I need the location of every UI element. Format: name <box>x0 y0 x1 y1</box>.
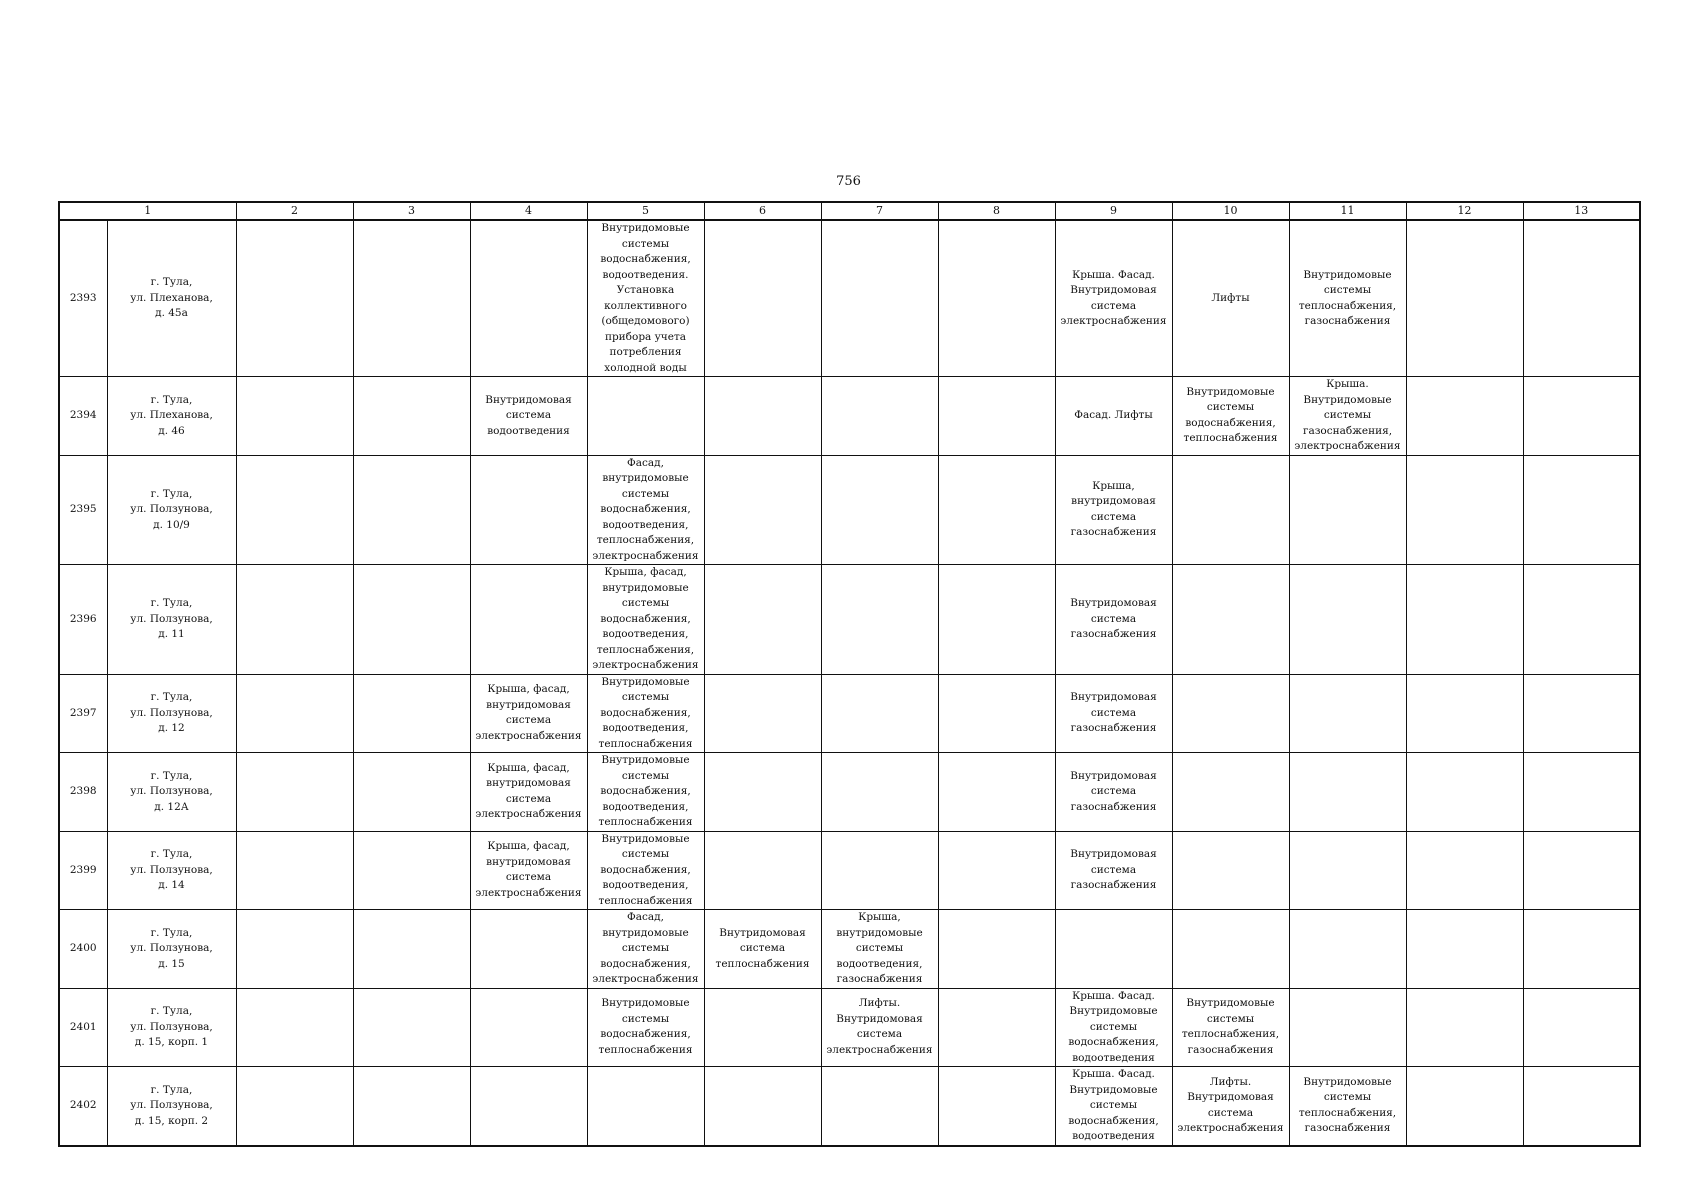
row-number-text: 2395 <box>69 503 97 515</box>
cell-col-11 <box>1289 674 1406 753</box>
cell-col-13 <box>1523 674 1640 753</box>
cell-col-4 <box>470 831 587 910</box>
cell-col-4 <box>470 910 587 989</box>
address-cell <box>107 455 236 565</box>
cell-col-13 <box>1523 910 1640 989</box>
cell-col-11 <box>1289 988 1406 1067</box>
cell-col-8 <box>938 831 1055 910</box>
cell-col-9-text: Внутридомовая система газоснабжения <box>1070 848 1157 891</box>
cell-col-13 <box>1523 988 1640 1067</box>
cell-col-7 <box>821 1067 938 1146</box>
cell-col-2 <box>236 377 353 456</box>
cell-col-5 <box>587 910 704 989</box>
cell-col-8 <box>938 565 1055 675</box>
cell-col-12 <box>1406 455 1523 565</box>
row-number-text: 2398 <box>69 785 97 797</box>
column-header: 10 <box>1172 202 1289 220</box>
cell-col-7 <box>821 674 938 753</box>
cell-col-11-text: Внутридомовые системы теплоснабжения, газоснабжения <box>1298 1075 1397 1135</box>
cell-col-7 <box>821 988 938 1067</box>
cell-col-2 <box>236 1067 353 1146</box>
cell-col-9-text: Внутридомовая система газоснабжения <box>1070 597 1157 640</box>
row-number-text: 2399 <box>69 863 97 876</box>
cell-col-10 <box>1172 674 1289 753</box>
cell-col-9-text: Внутридомовая система газоснабжения <box>1070 769 1157 813</box>
cell-col-2 <box>236 831 353 910</box>
cell-col-8 <box>938 674 1055 753</box>
cell-col-12 <box>1406 753 1523 832</box>
cell-col-4 <box>470 455 587 565</box>
cell-col-10 <box>1172 455 1289 565</box>
cell-col-4 <box>470 753 587 832</box>
cell-col-5 <box>587 674 704 753</box>
cell-col-9-text: Фасад. Лифты <box>1074 409 1153 421</box>
row-number <box>59 220 107 377</box>
cell-col-5 <box>587 455 704 565</box>
column-header: 5 <box>587 202 704 220</box>
row-number <box>59 565 107 675</box>
cell-col-4 <box>470 565 587 675</box>
cell-col-9 <box>1055 455 1172 565</box>
cell-col-9-text: Крыша. Фасад. Внутридомовые системы водоснабжения, водоотведения <box>1068 1068 1159 1142</box>
cell-col-7 <box>821 565 938 675</box>
cell-col-11 <box>1289 910 1406 989</box>
cell-col-9-text: Крыша, внутридомовая система газоснабжения <box>1070 479 1157 539</box>
cell-col-8 <box>938 988 1055 1067</box>
cell-col-5-text: Крыша, фасад, внутридомовые системы водоснабжения, водоотведения, теплоснабжения, электроснабжения <box>592 566 699 671</box>
address-cell <box>107 1067 236 1146</box>
cell-col-7-text: Лифты. Внутридомовая система электроснабжения <box>826 997 933 1056</box>
cell-col-3 <box>353 220 470 377</box>
cell-col-6-text: Внутридомовая система теплоснабжения <box>715 926 810 970</box>
cell-col-10-text: Внутридомовые системы водоснабжения, теплоснабжения <box>1183 385 1278 445</box>
table-row <box>59 831 1640 910</box>
cell-col-11-text: Внутридомовые системы теплоснабжения, газоснабжения <box>1298 268 1397 327</box>
cell-col-3 <box>353 674 470 753</box>
cell-col-12 <box>1406 1067 1523 1146</box>
column-header: 4 <box>470 202 587 220</box>
cell-col-7 <box>821 377 938 456</box>
cell-col-13 <box>1523 831 1640 910</box>
cell-col-5-text: Внутридомовые системы водоснабжения, водоотведения, теплоснабжения <box>598 675 693 750</box>
row-number <box>59 1067 107 1146</box>
cell-col-10 <box>1172 753 1289 832</box>
column-header: 7 <box>821 202 938 220</box>
cell-col-7 <box>821 910 938 989</box>
column-header: 9 <box>1055 202 1172 220</box>
cell-col-5 <box>587 831 704 910</box>
address-cell-text: г. Тула, ул. Ползунова, д. 15 <box>130 926 213 970</box>
address-cell <box>107 674 236 753</box>
cell-col-9 <box>1055 565 1172 675</box>
cell-col-12 <box>1406 910 1523 989</box>
cell-col-10 <box>1172 565 1289 675</box>
cell-col-5-text: Внутридомовые системы водоснабжения, водоотведения, теплоснабжения <box>598 754 693 828</box>
cell-col-6 <box>704 1067 821 1146</box>
cell-col-9 <box>1055 753 1172 832</box>
cell-col-10 <box>1172 910 1289 989</box>
cell-col-4 <box>470 988 587 1067</box>
address-cell-text: г. Тула, ул. Плеханова, д. 45а <box>130 276 213 320</box>
cell-col-10-text: Лифты. Внутридомовая система электроснабжения <box>1177 1075 1284 1135</box>
cell-col-11-text: Крыша. Внутридомовые системы газоснабжения, электроснабжения <box>1294 378 1401 452</box>
row-number-text: 2400 <box>69 942 97 954</box>
address-cell-text: г. Тула, ул. Ползунова, д. 11 <box>130 597 213 640</box>
cell-col-2 <box>236 988 353 1067</box>
column-header: 3 <box>353 202 470 220</box>
row-number <box>59 831 107 910</box>
table-body <box>59 220 1640 1146</box>
column-header: 8 <box>938 202 1055 220</box>
row-number-text: 2401 <box>69 1020 97 1033</box>
cell-col-5-text: Внутридомовые системы водоснабжения, водоотведения, теплоснабжения <box>598 832 693 907</box>
cell-col-5-text: Внутридомовые системы водоснабжения, теплоснабжения <box>598 997 693 1056</box>
table-row <box>59 220 1640 377</box>
cell-col-4-text: Внутридомовая система водоотведения <box>485 393 572 437</box>
cell-col-2 <box>236 565 353 675</box>
address-cell <box>107 565 236 675</box>
cell-col-8 <box>938 455 1055 565</box>
row-number-text: 2396 <box>69 612 97 625</box>
cell-col-12 <box>1406 831 1523 910</box>
column-header: 1 <box>59 202 236 220</box>
cell-col-4-text: Крыша, фасад, внутридомовая система электроснабжения <box>475 840 582 899</box>
address-cell <box>107 831 236 910</box>
row-number-text: 2394 <box>69 409 97 421</box>
cell-col-3 <box>353 988 470 1067</box>
cell-col-5 <box>587 220 704 377</box>
address-cell <box>107 753 236 832</box>
cell-col-11 <box>1289 831 1406 910</box>
row-number <box>59 988 107 1067</box>
table-row <box>59 565 1640 675</box>
cell-col-6 <box>704 831 821 910</box>
cell-col-6 <box>704 377 821 456</box>
address-cell-text: г. Тула, ул. Плеханова, д. 46 <box>130 393 213 437</box>
cell-col-8 <box>938 377 1055 456</box>
column-header: 2 <box>236 202 353 220</box>
cell-col-2 <box>236 910 353 989</box>
address-cell-text: г. Тула, ул. Ползунова, д. 12 <box>130 691 213 734</box>
cell-col-10 <box>1172 988 1289 1067</box>
column-header: 13 <box>1523 202 1640 220</box>
cell-col-13 <box>1523 565 1640 675</box>
cell-col-11 <box>1289 377 1406 456</box>
cell-col-12 <box>1406 674 1523 753</box>
cell-col-11 <box>1289 455 1406 565</box>
cell-col-4 <box>470 377 587 456</box>
cell-col-12 <box>1406 220 1523 377</box>
cell-col-5 <box>587 1067 704 1146</box>
cell-col-9 <box>1055 910 1172 989</box>
cell-col-5 <box>587 753 704 832</box>
cell-col-7 <box>821 753 938 832</box>
cell-col-9 <box>1055 988 1172 1067</box>
cell-col-3 <box>353 1067 470 1146</box>
cell-col-7 <box>821 831 938 910</box>
cell-col-3 <box>353 910 470 989</box>
cell-col-8 <box>938 910 1055 989</box>
cell-col-9 <box>1055 1067 1172 1146</box>
address-cell <box>107 377 236 456</box>
cell-col-3 <box>353 831 470 910</box>
cell-col-6 <box>704 910 821 989</box>
table-row <box>59 377 1640 456</box>
cell-col-7-text: Крыша, внутридомовые системы водоотведения, газоснабжения <box>836 911 923 985</box>
address-cell <box>107 988 236 1067</box>
column-header: 6 <box>704 202 821 220</box>
cell-col-6 <box>704 565 821 675</box>
cell-col-12 <box>1406 565 1523 675</box>
column-header: 11 <box>1289 202 1406 220</box>
cell-col-4 <box>470 1067 587 1146</box>
cell-col-9 <box>1055 377 1172 456</box>
address-cell-text: г. Тула, ул. Ползунова, д. 15, корп. 2 <box>130 1083 213 1127</box>
cell-col-5-text: Фасад, внутридомовые системы водоснабжения, электроснабжения <box>592 911 699 985</box>
cell-col-9-text: Крыша. Фасад. Внутридомовые системы водоснабжения, водоотведения <box>1068 989 1159 1064</box>
cell-col-3 <box>353 455 470 565</box>
cell-col-13 <box>1523 220 1640 377</box>
page-number: 756 <box>836 174 861 189</box>
cell-col-9 <box>1055 220 1172 377</box>
cell-col-8 <box>938 1067 1055 1146</box>
header-row <box>59 202 1640 220</box>
cell-col-11 <box>1289 220 1406 377</box>
cell-col-12 <box>1406 377 1523 456</box>
table-row <box>59 753 1640 832</box>
cell-col-10 <box>1172 377 1289 456</box>
cell-col-9-text: Внутридомовая система газоснабжения <box>1070 691 1157 734</box>
row-number-text: 2393 <box>69 291 97 304</box>
cell-col-6 <box>704 988 821 1067</box>
table-row <box>59 674 1640 753</box>
cell-col-2 <box>236 753 353 832</box>
address-cell-text: г. Тула, ул. Ползунова, д. 12А <box>130 769 213 813</box>
cell-col-9 <box>1055 674 1172 753</box>
cell-col-5 <box>587 377 704 456</box>
cell-col-10 <box>1172 831 1289 910</box>
cell-col-3 <box>353 753 470 832</box>
cell-col-6 <box>704 220 821 377</box>
cell-col-7 <box>821 220 938 377</box>
cell-col-11 <box>1289 753 1406 832</box>
cell-col-4-text: Крыша, фасад, внутридомовая система электроснабжения <box>475 683 582 742</box>
cell-col-2 <box>236 220 353 377</box>
address-cell-text: г. Тула, ул. Ползунова, д. 15, корп. 1 <box>130 1005 213 1048</box>
cell-col-9-text: Крыша. Фасад. Внутридомовая система электроснабжения <box>1060 268 1167 327</box>
cell-col-5 <box>587 565 704 675</box>
cell-col-4 <box>470 220 587 377</box>
row-number <box>59 753 107 832</box>
row-number <box>59 910 107 989</box>
cell-col-3 <box>353 565 470 675</box>
cell-col-10 <box>1172 1067 1289 1146</box>
cell-col-10 <box>1172 220 1289 377</box>
row-number-text: 2397 <box>69 706 97 719</box>
cell-col-6 <box>704 455 821 565</box>
row-number <box>59 377 107 456</box>
cell-col-7 <box>821 455 938 565</box>
cell-col-5-text: Внутридомовые системы водоснабжения, водоотведения. Установка коллективного (общедомового) прибора учета потребления холодной воды <box>600 222 691 374</box>
cell-col-13 <box>1523 1067 1640 1146</box>
row-number <box>59 674 107 753</box>
cell-col-10-text: Лифты <box>1211 291 1250 304</box>
cell-col-5 <box>587 988 704 1067</box>
cell-col-13 <box>1523 377 1640 456</box>
address-cell <box>107 220 236 377</box>
cell-col-11 <box>1289 565 1406 675</box>
row-number-text: 2402 <box>69 1099 97 1111</box>
table-row <box>59 1067 1640 1146</box>
cell-col-8 <box>938 220 1055 377</box>
cell-col-13 <box>1523 753 1640 832</box>
cell-col-11 <box>1289 1067 1406 1146</box>
repair-schedule-table <box>58 201 1641 1147</box>
table-row <box>59 455 1640 565</box>
address-cell <box>107 910 236 989</box>
cell-col-6 <box>704 674 821 753</box>
cell-col-4-text: Крыша, фасад, внутридомовая система электроснабжения <box>475 761 582 821</box>
cell-col-4 <box>470 674 587 753</box>
row-number <box>59 455 107 565</box>
cell-col-2 <box>236 674 353 753</box>
column-header: 12 <box>1406 202 1523 220</box>
cell-col-10-text: Внутридомовые системы теплоснабжения, газоснабжения <box>1181 997 1280 1056</box>
table-row <box>59 988 1640 1067</box>
address-cell-text: г. Тула, ул. Ползунова, д. 14 <box>130 848 213 891</box>
cell-col-8 <box>938 753 1055 832</box>
cell-col-12 <box>1406 988 1523 1067</box>
cell-col-6 <box>704 753 821 832</box>
cell-col-9 <box>1055 831 1172 910</box>
address-cell-text: г. Тула, ул. Ползунова, д. 10/9 <box>130 487 213 531</box>
cell-col-3 <box>353 377 470 456</box>
cell-col-5-text: Фасад, внутридомовые системы водоснабжения, водоотведения, теплоснабжения, электроснабжения <box>592 456 699 562</box>
table-row <box>59 910 1640 989</box>
cell-col-13 <box>1523 455 1640 565</box>
cell-col-2 <box>236 455 353 565</box>
